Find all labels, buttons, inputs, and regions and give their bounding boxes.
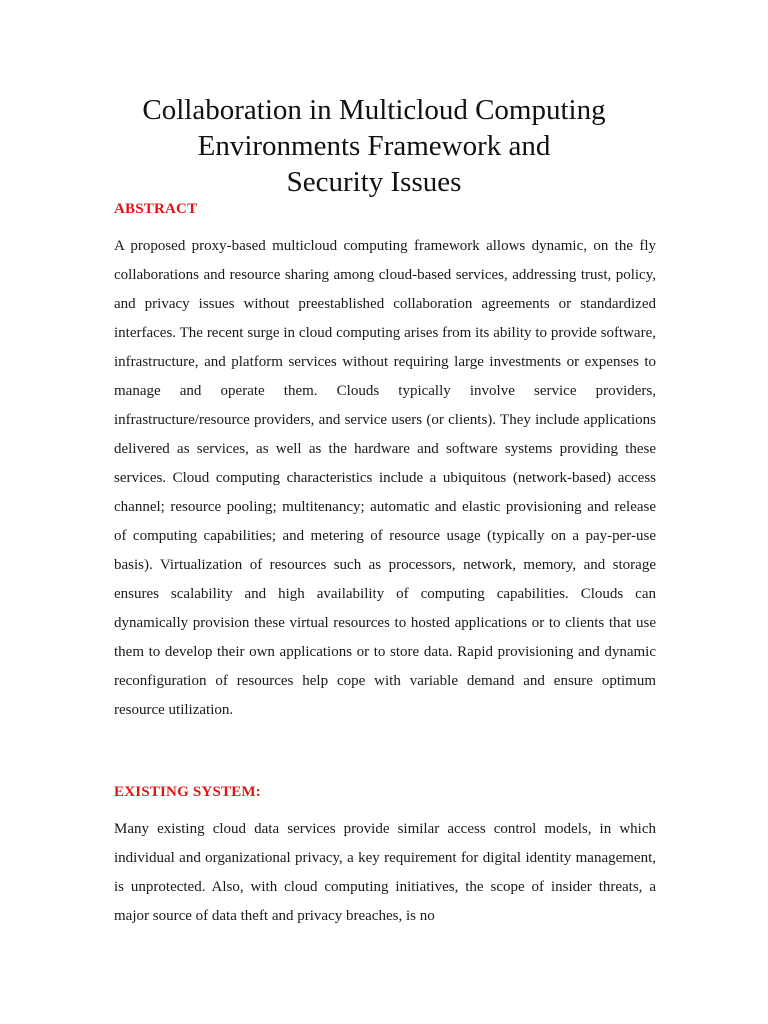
existing-system-paragraph: Many existing cloud data services provide similar access control models, in which individual and organizational privacy, a key requirement for digital identity management, is unprotected. Also, with cloud computing initiatives, the scope of insider threats, a major source of data theft and privacy breaches, is no bbox=[114, 821, 656, 924]
abstract-heading: ABSTRACT bbox=[114, 201, 198, 217]
document-title bbox=[100, 92, 648, 200]
title-line-3: Security Issues bbox=[286, 166, 462, 198]
abstract-paragraph: A proposed proxy-based multicloud computing framework allows dynamic, on the fly collaborations and resource sharing among cloud-based services, addressing trust, policy, and privacy issues without preestablished collaboration agreements or standardized interfaces. The recent surge in cloud computing arises from its ability to provide software, infrastructure, and platform services without requiring large investments or expenses to manage and operate them. Clouds typically involve service providers, infrastructure/resource providers, and service users (or clients). They include applications delivered as services, as well as the hardware and software systems providing these services. Cloud computing characteristics include a ubiquitous (network-based) access channel; resource pooling; multitenancy; automatic and elastic provisioning and release of computing capabilities; and metering of resource usage (typically on a pay-per-use basis). Virtualization of resources such as processors, network, memory, and storage ensures scalability and high availability of computing capabilities. Clouds can dynamically provision these virtual resources to hosted applications or to clients that use them to develop their own applications or to store data. Rapid provisioning and dynamic reconfiguration of resources help cope with variable demand and ensure optimum resource utilization. bbox=[114, 238, 656, 718]
title-line-2: Environments Framework and bbox=[197, 130, 551, 162]
existing-system-heading: EXISTING SYSTEM: bbox=[114, 784, 261, 800]
title-line-1: Collaboration in Multicloud Computing bbox=[142, 94, 606, 126]
